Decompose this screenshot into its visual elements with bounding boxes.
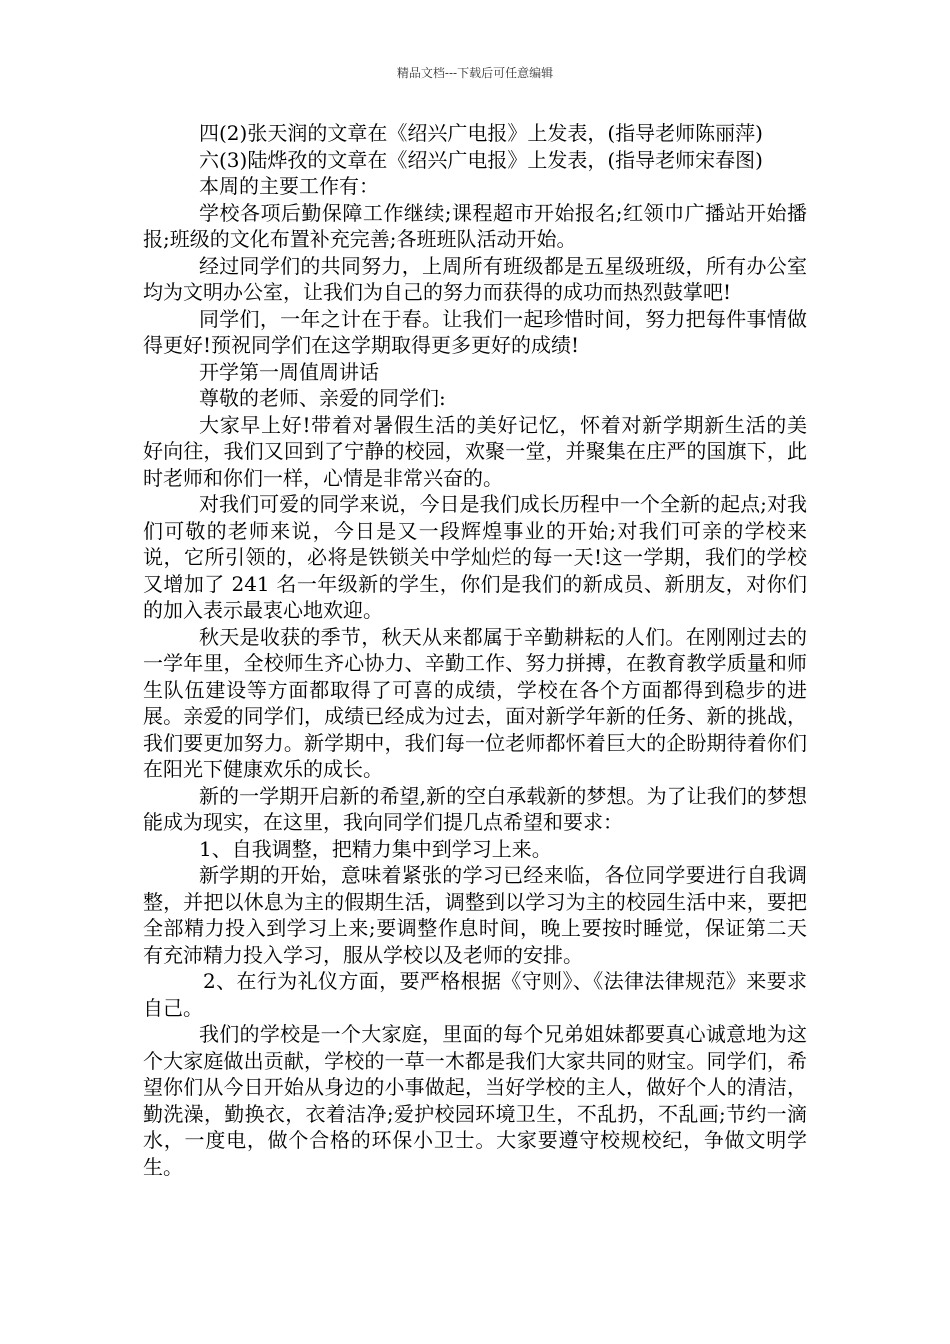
document-body <box>143 120 807 1180</box>
paragraph-good-morning: 大家早上好!带着对暑假生活的美好记忆，怀着对新学期新生活的美好向往，我们又回到了宁静的校园，欢聚一堂，并聚集在庄严的国旗下，此时老师和你们一样，心情是非常兴奋的。 <box>143 412 807 490</box>
paragraph-greeting: 尊敬的老师、亲爱的同学们: <box>199 386 446 410</box>
paragraph-award-1: 四(2)张天润的文章在《绍兴广电报》上发表，(指导老师陈丽萍) <box>199 121 763 145</box>
paragraph-autumn: 秋天是收获的季节，秋天从来都属于辛勤耕耘的人们。在刚刚过去的一学年里，全校师生齐心协力、辛勤工作、努力拼搏，在教育教学质量和师生队伍建设等方面都取得了可喜的成绩，学校在各个方面都得到稳步的进展。亲爱的同学们，成绩已经成为过去，面对新学年新的任务、新的挑战，我们要更加努力。新学期中，我们每一位老师都怀着巨大的企盼期待着你们在阳光下健康欢乐的成长。 <box>143 624 807 781</box>
paragraph-weekly-work: 学校各项后勤保障工作继续;课程超市开始报名;红领巾广播站开始播报;班级的文化布置补充完善;各班班队活动开始。 <box>143 200 807 251</box>
paragraph-weekly-work-heading: 本周的主要工作有： <box>199 174 379 198</box>
paragraph-big-family: 我们的学校是一个大家庭，里面的每个兄弟姐妹都要真心诚意地为这个大家庭做出贡献，学校的一草一木都是我们大家共同的财宝。同学们，希望你们从今日开始从身边的小事做起，当好学校的主人，做好个人的清洁，勤洗澡，勤换衣，衣着洁净;爱护校园环境卫生，不乱扔，不乱画;节约一滴水，一度电，做个合格的环保小卫士。大家要遵守校规校纪，争做文明学生。 <box>143 1022 807 1179</box>
paragraph-five-star: 经过同学们的共同努力，上周所有班级都是五星级班级，所有办公室均为文明办公室，让我们为自己的努力而获得的成功而热烈鼓掌吧! <box>143 253 807 304</box>
paragraph-point-1: 1、自我调整，把精力集中到学习上来。 <box>199 836 552 861</box>
paragraph-new-hope: 新的一学期开启新的希望,新的空白承载新的梦想。为了让我们的梦想能成为现实，在这里，我向同学们提几点希望和要求： <box>143 783 807 834</box>
paragraph-award-2: 六(3)陆烨孜的文章在《绍兴广电报》上发表，(指导老师宋春图) <box>199 147 763 172</box>
paragraph-speech-title: 开学第一周值周讲话 <box>199 359 379 384</box>
paragraph-new-start: 对我们可爱的同学来说，今日是我们成长历程中一个全新的起点;对我们可敬的老师来说，今日是又一段辉煌事业的开始;对我们可亲的学校来说，它所引领的，必将是铁锁关中学灿烂的每一天!这一学期，我们的学校又增加了 241 名一年级新的学生，你们是我们的新成员、新朋友，对你们的加入表示最衷心地欢迎。 <box>143 492 807 622</box>
paragraph-self-adjust: 新学期的开始，意味着紧张的学习已经来临，各位同学要进行自我调整，并把以休息为主的假期生活，调整到以学习为主的校园生活中来，要把全部精力投入到学习上来;要调整作息时间，晚上要按时睡觉，保证第二天有充沛精力投入学习，服从学校以及老师的安排。 <box>143 863 807 967</box>
paragraph-spring: 同学们，一年之计在于春。让我们一起珍惜时间，努力把每件事情做得更好!预祝同学们在这学期取得更多更好的成绩! <box>143 306 807 357</box>
page-header: 精品文档---下载后可任意编辑 <box>396 66 554 80</box>
paragraph-point-2: 2、在行为礼仪方面，要严格根据《守则》、《法律法律规范》来要求自己。 <box>143 969 807 1020</box>
